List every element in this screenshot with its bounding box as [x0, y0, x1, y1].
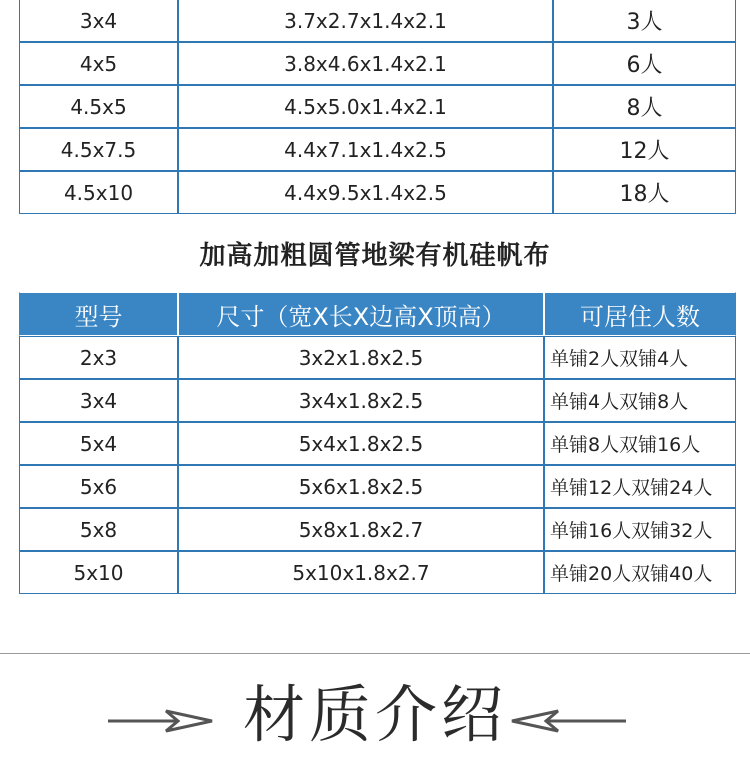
table-row — [19, 85, 736, 128]
table-row — [19, 171, 736, 214]
size-cell: 5x6x1.8x2.5 — [178, 465, 544, 508]
header-model: 型号 — [19, 292, 178, 336]
size-cell: 3.8x4.6x1.4x2.1 — [178, 42, 553, 85]
material-intro-heading: 材质介绍 — [242, 678, 507, 751]
size-cell: 3x2x1.8x2.5 — [178, 336, 544, 379]
model-cell: 5x10 — [19, 551, 178, 594]
table-row — [19, 0, 736, 42]
table-row — [19, 336, 736, 379]
model-cell: 4.5x5 — [19, 85, 178, 128]
size-cell: 4.4x9.5x1.4x2.5 — [178, 171, 553, 214]
table-row — [19, 465, 736, 508]
table-row — [19, 508, 736, 551]
section-divider — [0, 653, 750, 654]
size-cell: 3.7x2.7x1.4x2.1 — [178, 0, 553, 42]
header-size: 尺寸（宽X长X边高X顶高） — [178, 292, 544, 336]
capacity-cell: 单铺8人双铺16人 — [544, 422, 736, 465]
capacity-cell: 8人 — [553, 85, 736, 128]
model-cell: 3x4 — [19, 0, 178, 42]
table-row — [19, 42, 736, 85]
arrow-left-icon — [508, 703, 628, 739]
capacity-cell: 单铺2人双铺4人 — [544, 336, 736, 379]
model-cell: 5x8 — [19, 508, 178, 551]
model-cell: 4.5x7.5 — [19, 128, 178, 171]
model-cell: 2x3 — [19, 336, 178, 379]
table-header-row — [19, 292, 736, 336]
capacity-cell: 12人 — [553, 128, 736, 171]
table-row — [19, 422, 736, 465]
capacity-cell: 单铺16人双铺32人 — [544, 508, 736, 551]
table-row — [19, 551, 736, 594]
table-row — [19, 128, 736, 171]
size-cell: 5x8x1.8x2.7 — [178, 508, 544, 551]
section-title: 加高加粗圆管地梁有机硅帆布 — [199, 241, 551, 271]
size-cell: 3x4x1.8x2.5 — [178, 379, 544, 422]
table-row — [19, 379, 736, 422]
model-cell: 4x5 — [19, 42, 178, 85]
model-cell: 3x4 — [19, 379, 178, 422]
capacity-cell: 单铺12人双铺24人 — [544, 465, 736, 508]
capacity-cell: 单铺20人双铺40人 — [544, 551, 736, 594]
model-cell: 4.5x10 — [19, 171, 178, 214]
size-table-bottom — [19, 292, 736, 594]
capacity-cell: 18人 — [553, 171, 736, 214]
size-cell: 5x4x1.8x2.5 — [178, 422, 544, 465]
model-cell: 5x4 — [19, 422, 178, 465]
model-cell: 5x6 — [19, 465, 178, 508]
size-cell: 5x10x1.8x2.7 — [178, 551, 544, 594]
capacity-cell: 单铺4人双铺8人 — [544, 379, 736, 422]
capacity-cell: 6人 — [553, 42, 736, 85]
capacity-cell: 3人 — [553, 0, 736, 42]
header-capacity: 可居住人数 — [544, 292, 736, 336]
size-cell: 4.5x5.0x1.4x2.1 — [178, 85, 553, 128]
size-table-top — [19, 0, 736, 214]
size-cell: 4.4x7.1x1.4x2.5 — [178, 128, 553, 171]
